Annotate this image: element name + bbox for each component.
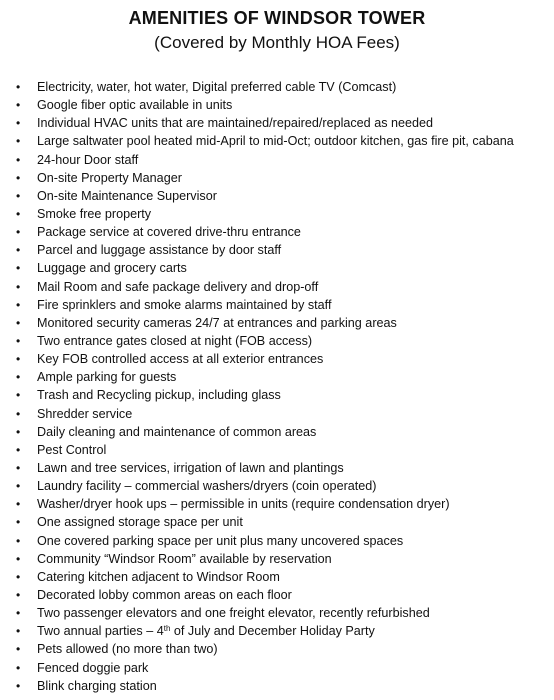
bullet-icon: • xyxy=(16,261,21,276)
list-item xyxy=(0,187,554,205)
list-item-text: Mail Room and safe package delivery and drop-off xyxy=(37,279,319,294)
list-item-text: One assigned storage space per unit xyxy=(37,515,243,530)
list-item-text: Decorated lobby common areas on each floor xyxy=(37,587,292,602)
list-item xyxy=(0,386,554,404)
list-item xyxy=(0,114,554,132)
page-title: AMENITIES OF WINDSOR TOWER xyxy=(128,8,426,28)
bullet-icon: • xyxy=(16,225,21,240)
list-item-text: Daily cleaning and maintenance of common areas xyxy=(37,424,317,439)
list-item xyxy=(0,78,554,96)
list-item-text: Lawn and tree services, irrigation of lawn and plantings xyxy=(37,460,344,475)
bullet-icon: • xyxy=(16,569,21,584)
bullet-icon: • xyxy=(16,315,21,330)
list-item xyxy=(0,241,554,259)
list-item-text: Community “Windsor Room” available by reservation xyxy=(37,551,332,566)
list-item xyxy=(0,441,554,459)
bullet-icon: • xyxy=(16,352,21,367)
bullet-icon: • xyxy=(16,243,21,258)
bullet-icon: • xyxy=(16,442,21,457)
page-subtitle: (Covered by Monthly HOA Fees) xyxy=(154,33,400,52)
bullet-icon: • xyxy=(16,551,21,566)
list-item-text: Blink charging station xyxy=(37,678,157,693)
list-item-text: On-site Property Manager xyxy=(37,170,182,185)
list-item xyxy=(0,677,554,695)
list-item xyxy=(0,550,554,568)
list-item xyxy=(0,350,554,368)
list-item xyxy=(0,405,554,423)
list-item-text: Electricity, water, hot water, Digital preferred cable TV (Comcast) xyxy=(37,80,397,94)
bullet-icon: • xyxy=(16,170,21,185)
list-item xyxy=(0,223,554,241)
list-item-text: Two annual parties – 4th of July and December Holiday Party xyxy=(37,624,375,639)
list-item-text: Two passenger elevators and one freight elevator, recently refurbished xyxy=(37,606,430,621)
bullet-icon: • xyxy=(16,678,21,693)
list-item xyxy=(0,169,554,187)
bullet-icon: • xyxy=(16,206,21,221)
list-item-text: Pets allowed (no more than two) xyxy=(37,642,218,657)
list-item-text: Laundry facility – commercial washers/dryers (coin operated) xyxy=(37,479,377,494)
list-item xyxy=(0,259,554,277)
bullet-icon: • xyxy=(16,406,21,421)
list-item-text: Fire sprinklers and smoke alarms maintained by staff xyxy=(37,297,332,312)
list-item-text: Large saltwater pool heated mid-April to mid-Oct; outdoor kitchen, gas fire pit, cabana xyxy=(37,134,514,149)
list-item xyxy=(0,314,554,332)
list-item-text: Luggage and grocery carts xyxy=(37,261,187,276)
list-item xyxy=(0,368,554,386)
list-item-text: Ample parking for guests xyxy=(37,370,177,385)
bullet-icon: • xyxy=(16,587,21,602)
bullet-icon: • xyxy=(16,370,21,385)
list-item xyxy=(0,151,554,169)
amenities-list xyxy=(0,78,554,695)
list-item-text: On-site Maintenance Supervisor xyxy=(37,188,217,203)
bullet-icon: • xyxy=(16,479,21,494)
list-item xyxy=(0,477,554,495)
bullet-icon: • xyxy=(16,424,21,439)
bullet-icon: • xyxy=(16,515,21,530)
bullet-icon: • xyxy=(16,98,21,113)
list-item xyxy=(0,459,554,477)
bullet-icon: • xyxy=(16,660,21,675)
list-item-text: Trash and Recycling pickup, including glass xyxy=(37,388,281,403)
bullet-icon: • xyxy=(16,388,21,403)
bullet-icon: • xyxy=(16,460,21,475)
list-item-text: Parcel and luggage assistance by door staff xyxy=(37,243,282,258)
list-item-text: Individual HVAC units that are maintained/repaired/replaced as needed xyxy=(37,116,434,131)
list-item-text: Key FOB controlled access at all exterior entrances xyxy=(37,352,324,367)
list-item xyxy=(0,132,554,150)
bullet-icon: • xyxy=(16,134,21,149)
list-item xyxy=(0,513,554,531)
list-item xyxy=(0,568,554,586)
list-item-text: One covered parking space per unit plus many uncovered spaces xyxy=(37,533,404,548)
list-item-text: 24-hour Door staff xyxy=(37,152,139,167)
list-item xyxy=(0,332,554,350)
list-item-text: Monitored security cameras 24/7 at entrances and parking areas xyxy=(37,315,397,330)
list-item xyxy=(0,622,554,640)
list-item-text: Shredder service xyxy=(37,406,133,421)
list-item xyxy=(0,205,554,223)
bullet-icon: • xyxy=(16,533,21,548)
bullet-icon: • xyxy=(16,297,21,312)
bullet-icon: • xyxy=(16,116,21,131)
bullet-icon: • xyxy=(16,624,21,639)
list-item-text: Catering kitchen adjacent to Windsor Room xyxy=(37,569,280,584)
list-item xyxy=(0,423,554,441)
list-item xyxy=(0,495,554,513)
bullet-icon: • xyxy=(16,497,21,512)
list-item xyxy=(0,96,554,114)
bullet-icon: • xyxy=(16,606,21,621)
list-item-text: Package service at covered drive-thru entrance xyxy=(37,225,301,240)
list-item xyxy=(0,586,554,604)
list-item-text: Fenced doggie park xyxy=(37,660,149,675)
bullet-icon: • xyxy=(16,188,21,203)
list-item-text: Google fiber optic available in units xyxy=(37,98,233,113)
list-item xyxy=(0,640,554,658)
bullet-icon: • xyxy=(16,642,21,657)
bullet-icon: • xyxy=(16,80,21,94)
list-item xyxy=(0,604,554,622)
list-item xyxy=(0,659,554,677)
list-item-text: Smoke free property xyxy=(37,206,152,221)
bullet-icon: • xyxy=(16,152,21,167)
bullet-icon: • xyxy=(16,279,21,294)
list-item-text: Washer/dryer hook ups – permissible in units (require condensation dryer) xyxy=(37,497,450,512)
list-item xyxy=(0,532,554,550)
list-item-text: Pest Control xyxy=(37,442,107,457)
list-item xyxy=(0,278,554,296)
bullet-icon: • xyxy=(16,333,21,348)
list-item xyxy=(0,296,554,314)
list-item-text: Two entrance gates closed at night (FOB access) xyxy=(37,333,313,348)
